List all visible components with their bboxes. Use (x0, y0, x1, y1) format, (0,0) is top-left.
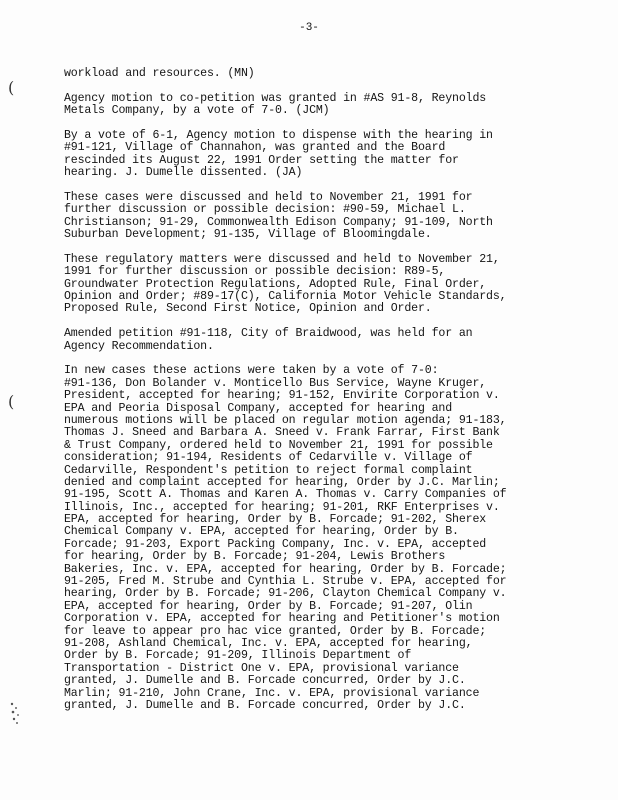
text-line: Agency motion to co-petition was granted in #AS 91-8, Reynolds (64, 91, 487, 105)
text-line: for leave to appear pro hac vice granted, Order by B. Forcade; (64, 624, 487, 638)
text-line: workload and resources. (MN) (64, 67, 255, 80)
text-line: EPA, accepted for hearing, Order by B. Forcade; 91-207, Olin (64, 599, 473, 613)
text-line: 91-195, Scott A. Thomas and Karen A. Thomas v. Carry Companies of (64, 488, 507, 502)
text-line: EPA, accepted for hearing, Order by B. Forcade; 91-202, Sherex (64, 513, 487, 527)
paragraph (64, 130, 534, 180)
text-line: Illinois, Inc., accepted for hearing; 91-201, RKF Enterprises v. (64, 500, 500, 514)
minutes-body (64, 68, 534, 725)
text-line: Thomas J. Sneed and Barbara A. Sneed v. Frank Farrar, First Bank (64, 426, 500, 440)
text-line: 91-208, Ashland Chemical, Inc. v. EPA, accepted for hearing, (64, 636, 473, 650)
text-line: 1991 for further discussion or possible decision: R89-5, (64, 265, 446, 279)
text-line: for hearing, Order by B. Forcade; 91-204, Lewis Brothers (64, 550, 446, 564)
scan-smudge-mark (8, 700, 22, 726)
text-line: & Trust Company, ordered held to November 21, 1991 for possible (64, 438, 493, 452)
text-line: Cedarville, Respondent's petition to reject formal complaint (64, 463, 473, 477)
text-line: Groundwater Protection Regulations, Adopted Rule, Final Order, (64, 277, 487, 291)
text-line: Opinion and Order; #89-17(C), California Motor Vehicle Standards, (64, 290, 507, 304)
page-number: -3- (299, 22, 319, 34)
text-line: numerous motions will be placed on regular motion agenda; 91-183, (64, 413, 507, 427)
margin-paren-mark: ( (8, 78, 15, 97)
paragraph (64, 192, 534, 242)
text-line: By a vote of 6-1, Agency motion to dispense with the hearing in (64, 128, 493, 142)
text-line: In new cases these actions were taken by a vote of 7-0: (64, 364, 439, 378)
text-line: President, accepted for hearing; 91-152, Envirite Corporation v. (64, 389, 500, 403)
text-line: Marlin; 91-210, John Crane, Inc. v. EPA, provisional variance (64, 686, 480, 700)
text-line: Metals Company, by a vote of 7-0. (JCM) (64, 104, 330, 118)
text-line: Suburban Development; 91-135, Village of Bloomingdale. (64, 228, 432, 242)
paragraph (64, 93, 534, 118)
margin-paren-mark: ( (8, 392, 15, 411)
paragraph (64, 365, 534, 712)
text-line: #91-136, Don Bolander v. Monticello Bus Service, Wayne Kruger, (64, 376, 487, 390)
paragraph (64, 68, 534, 80)
paragraph (64, 328, 534, 353)
text-line: Proposed Rule, Second First Notice, Opinion and Order. (64, 302, 432, 316)
text-line: EPA and Peoria Disposal Company, accepted for hearing and (64, 401, 453, 415)
text-line: granted, J. Dumelle and B. Forcade concurred, Order by J.C. (64, 674, 466, 688)
text-line: hearing. J. Dumelle dissented. (JA) (64, 166, 303, 180)
text-line: granted, J. Dumelle and B. Forcade concurred, Order by J.C. (64, 698, 466, 712)
text-line: Bakeries, Inc. v. EPA, accepted for hearing, Order by B. Forcade; (64, 562, 507, 576)
text-line: rescinded its August 22, 1991 Order setting the matter for (64, 153, 459, 167)
text-line: further discussion or possible decision: #90-59, Michael L. (64, 203, 466, 217)
text-line: hearing, Order by B. Forcade; 91-206, Clayton Chemical Company v. (64, 587, 507, 601)
text-line: consideration; 91-194, Residents of Cedarville v. Village of (64, 451, 473, 465)
text-line: Corporation v. EPA, accepted for hearing and Petitioner's motion (64, 612, 500, 626)
text-line: These regulatory matters were discussed and held to November 21, (64, 252, 500, 266)
text-line: #91-121, Village of Channahon, was granted and the Board (64, 141, 446, 155)
text-line: Chemical Company v. EPA, accepted for hearing, Order by B. (64, 525, 459, 539)
text-line: Forcade; 91-203, Export Packing Company, Inc. v. EPA, accepted (64, 537, 487, 551)
text-line: These cases were discussed and held to November 21, 1991 for (64, 190, 473, 204)
paragraph (64, 254, 534, 316)
text-line: Agency Recommendation. (64, 339, 214, 353)
text-line: Christianson; 91-29, Commonwealth Edison Company; 91-109, North (64, 215, 493, 229)
text-line: Order by B. Forcade; 91-209, Illinois Department of (64, 649, 412, 663)
text-line: Amended petition #91-118, City of Braidwood, was held for an (64, 327, 473, 341)
text-line: 91-205, Fred M. Strube and Cynthia L. Strube v. EPA, accepted for (64, 575, 507, 589)
text-line: denied and complaint accepted for hearing, Order by J.C. Marlin; (64, 475, 500, 489)
text-line: Transportation - District One v. EPA, provisional variance (64, 661, 459, 675)
